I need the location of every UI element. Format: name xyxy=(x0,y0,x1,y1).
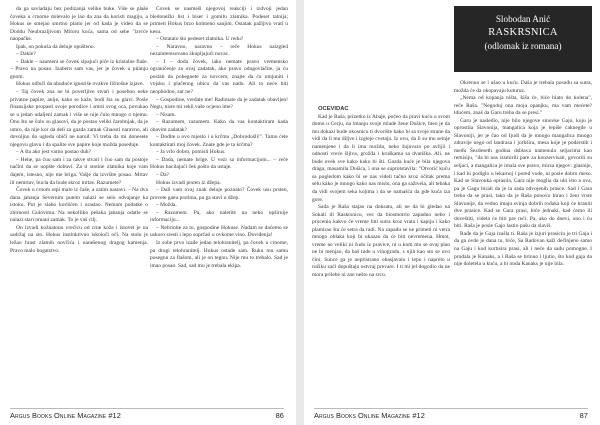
page-number: 86 xyxy=(275,411,284,420)
paragraph: – Hehe, pa čuo sam i za takve stvari i čuo sam da postoje načini da se uopšte dobuvi. Za ti stotine zlatnika koje vam dajem, istesno, nije me briga. Vašje da izvršite posao. Mrtav ili nemrtav, bucla da bude skroz mrtav. Razumete? xyxy=(10,156,148,186)
paragraph: Hokus odluči da ubuduće ignoriše ovakve ličnošne izjave. xyxy=(16,81,144,88)
paragraph: Čovek u crnom otpi malo iz čaše, a zatim nastavi. – Na dva dana jahanja Severnim putem nalazi se selo odvajanje ka istoku. Put je slabo korišćen i urastao. Nemam podatke o zbirnosti Gulovima. Na nekolliko pešaka jahanja odatle se nalazi stari omani zamak. To je vaš cilj. xyxy=(10,187,148,224)
left-page-column-1 xyxy=(10,6,148,404)
paragraph: – A šta ako jest varno postao duh? xyxy=(16,149,92,156)
paragraph: Sada je Raša stajao na doksatu, ali ne da bi gledao na Sokali ili Raskrsnicu, vec da biosmotrio zapadno nebo i procenio kakvo će vreme biti sutra kroz vrata i kapiju i kako plamirao šta će setra da radi. Na zapadu se ne primeti ni vetra mnogo oblaka koji bi ukazao da će biti nevremena. Hmot, vreme ne veliki ni čudo iz pravice, ni u kom mu se ovaj plan ne bi menjao, da baš tude u vinogradu, s njih kao sto se ovo čini. Sunce ga je nepristrano obasjavalo i lepo i naprelo u ružiku zaći dopuštaju ostvraj prevare. I ti mi jel dogodio da ne mora prilebe ni zne nešto na srcu. xyxy=(312,204,450,279)
magazine-name: Argus Books Online Magazine #12 xyxy=(314,411,425,420)
paragraph: – Možda. xyxy=(156,202,177,209)
paragraph: – Dakle – naumeni se čovek sipajući piće iz kristalne flaše. – Pravo na posao. Izaberи sam vas, jer je čovek u pitanju gnom. xyxy=(10,58,148,80)
book-gutter xyxy=(296,0,304,425)
paragraph: da ga savladaju bez podizanja velike buke. Više se plaše čoveka u crnome dolevalo je lao da zna da koristi magiju, a Hokus se smejao smrtno platio jer od kada je video da se Doddu Neubrazljivom Miloru kuća, sama od sebe "izvrće naopačke. xyxy=(10,6,148,43)
paragraph: Okrenuo se i ušao u kuću. Daša je trebala posuđu sa sutra, možda će da okopavaju kuturuz. xyxy=(454,80,592,94)
paragraph: Čovek se nasmeši njegovoj reakciji i izdvoji jedan bledonežki list i biser i gomilu zlatnika. Podeset talnija; primeti Hokus brzo kolmeno sanjim. Ostatak pažljivo vrati u kesu. xyxy=(150,6,288,35)
paragraph: Garu je nasledio, nije bilo njegove sinovke Gajo, koju je oprostila Slavonija, mangalica koja je lepiše ćaknegde u Slavoniji, jer je čao od Ijudi da je mnogo mangalica mnogo zdravije nego od landrasa i jorkšira, mesa koje je poderstih i među Šezdeseth godina dsblava namenula seljacima kao remisiju, "da bi nas izsmirili pare za konzervisati, govorili su seljaci, a mangalica je imala sve pravo, mirsa njegov: glasnije, i kad bi podiglo u lekarnoj i pored vode, ni posle dobro meso. Kad se Slavonka oprasila, Gara nije moglia da ubi isto a ova, pa je Gagu birali da je ta sada odvojenih prasce. Sad i Gara treba da se prasi, tako da je Raša ponovo birao i ženi vrste Slavonije, da vedno imaju svinja dobrih rođaka koji će hraniti dve prasice. Kad se Gara prasi, biće jednaki, kad ćemo ili doveštiti, videla će biti pre reći. Pa, ako do dnevi, ono i ću biti. Raša je posle Gajo lastio pašu da slaviš. xyxy=(454,117,592,230)
paragraph: Kad je Raša, prizetko iz Abaje, počeo da pravi kuću u svom domu u Cerju, na imanju svoje mlade žene Dušice, hteo je da mu dokazi bude okosnicu ti dvorište kako bi sa svoje strane da vidi da li mu diljve i izgleje cvetaju. Iz ovu, da li su mu seinje namenjene i da li ima možda, neko šujuvara po avlijii i odnosti vreće šljiva, grožđa i kruškama sa dvatiška. Ali, ne bude uvek sve kako kako bi šti. Gazda kuće je bila njegova draga, masamila Dušica, i ona se suprotstavila: "Otvorić kuću sa pogledom kako bi se nas videli tačno kroz očitak prema selu kako je mnogo kako nas mislu, ona ga saživela, ali tebaka da vidi svojem seka kojima i da se namašća da gde kuća iza gore. xyxy=(312,113,450,203)
paragraph: – Razumem, razumem. Kako da vas kontaktiram kada obavim zadatak? xyxy=(150,119,288,133)
paragraph: Rađe da je Gaja izašla ti. Raša je izjuri prasiciu je tri Gaja i da ga ovde je dana tu, biće, Sa Radovan kaži dečinjeno samo na Gaju i kod kurtisira prasi, ali i neće da sadu pomogne. I prodala je Kanaks, a i Raša se brinuo i ljutio, što kod gaja da nije doletela u kuću, a bi onda Kanaks je nije bila. xyxy=(454,230,592,268)
story-subtitle: (odlomak iz romana) xyxy=(484,41,562,51)
paragraph: – Ja vrlo dobro, pomisli Hokus. xyxy=(156,149,226,156)
paragraph: On izvadi kožnatonu vrećicu od crne kože i istovet je na sadržaj na sto. Hokus instinktivno iskoloči oči. Na stolu je ležao hrast zlatnih novčića i nanešenog dragog kamenja. Pravo malo bogatstvo. xyxy=(10,224,148,254)
paragraph: Ipak, on pokušа da deluje opušteno. xyxy=(16,43,95,50)
left-page-footer xyxy=(10,409,284,420)
right-page-column-2 xyxy=(454,80,592,404)
paragraph: – Taj čovek zna ne bi poverljive stvari i posebno neke privatne papire, anije, kako se kaže, bodi šta su glavi. Posle finansijske propasti svoje porodice i smrti svog oca, povukao se u jedan udaljeni zamak i više se nije čulo mnogo o njemu. Ono što se čulo su glasovi, da je postao veliki čarobnjak, da je umro, da nije kor da deli za gazda zamak Ghaosti naravno, ali dovoljno do ugleda običi ne naroil. Vi treba da mi donesete njegovu glavu i da spalite sve papire koje možda poseduje. xyxy=(10,89,148,148)
paragraph: – Ostatalo što pedeset zlatnika. U redu? xyxy=(156,36,244,43)
paragraph: – Gospodine, vređate me! Radimate da je zadatak obavljen! Negu, niste mi rekli vaše ocjeno ime? xyxy=(150,96,288,111)
paragraph: – Dada, nemate brige. U vezi sa informacijom... – reče Hokus bacilajući ček pošto da ustaje. xyxy=(150,156,288,171)
magazine-name: Argus Books Online Magazine #12 xyxy=(10,411,121,420)
right-page-column-1 xyxy=(312,106,450,404)
paragraph: Hokus izvadi prsten iz džepa. xyxy=(156,179,221,186)
section-heading: OČEVIDAC xyxy=(318,106,349,112)
paragraph: – Razumem. Pa, ako naletite na neko opširnije informaciju... xyxy=(150,209,288,224)
story-title: RASKRSNICA xyxy=(488,27,558,38)
paragraph: – Da? xyxy=(156,172,169,179)
right-page xyxy=(304,0,600,425)
paragraph: – I – doda čovek, iako nemate pravo vremensko ograničenje za ovaj zadatak, ako pravo odugovlačite, ja ću poslati da pobegnete za novcem, znajte da ću umjuniti i vojsku i plačenog ubicu da vas nadu. Ali to neće biti neophodno, zar ne? xyxy=(150,58,288,96)
paragraph: Iz sobe prvo izađe jedan telohranitelj, pa čovek u crnome, pa drugi telohranitelj. Hokus ostade sam. Ruku mu samu posegnu za flašom, ali je on tegnu. Nije mu to trebalo. Sad je imao posao. Sad, sad mu je trebala ekipa. xyxy=(150,239,288,269)
paragraph: – Naravno, naravno – reče Hokus naizgled nezainteresovano skupljajući novac. xyxy=(150,43,288,58)
paragraph: – Dali vam ovaj znak deluje poznato? Čovek usu prsten, provete gaeu prstima, pa ga stavi u džep. xyxy=(150,187,288,201)
page-number: 87 xyxy=(579,411,588,420)
left-page-column-2 xyxy=(150,6,288,404)
story-title-box xyxy=(454,6,592,72)
paragraph: – Nisam. xyxy=(156,111,176,118)
paragraph: – Nebrinite za to, gospodine Hokuse. Nadam se daćemo se uskoro sresti i lepo soprčati u ovkome vino. Doviđenja! xyxy=(150,224,288,239)
paragraph: „Nema od kopanja ništa, kiša će, biće blato do kolena", reče Raša. "Negoduj ona moja opanjku, ma vam mećete? idućem, znaš da Garu treba da se presi." xyxy=(454,95,592,117)
story-author: Slobodan Anić xyxy=(495,14,551,24)
left-page xyxy=(0,0,296,425)
right-page-footer xyxy=(314,409,588,420)
paragraph: – Dodite u ovo mjesto i u krčmu „Dobrodošli!". Tamo ćete kontaktirati moj čovek. Znate gde je ta krčma? xyxy=(150,134,288,148)
paragraph: – Dakle? xyxy=(16,51,36,58)
